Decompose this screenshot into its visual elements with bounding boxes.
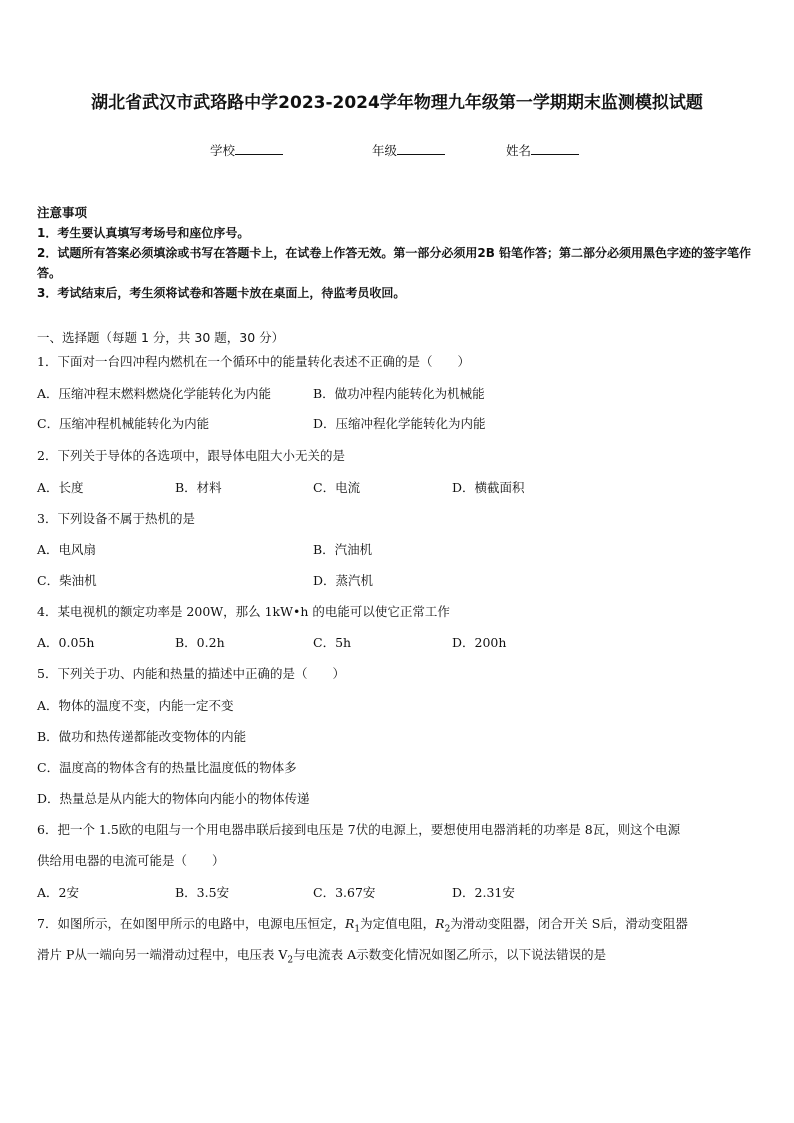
q5-option-d: D．热量总是从内能大的物体向内能小的物体传递 xyxy=(37,791,310,806)
exam-title: 湖北省武汉市武珞路中学2023-2024学年物理九年级第一学期期末监测模拟试题 xyxy=(91,93,703,113)
question-7-stem-line-2 xyxy=(37,945,762,971)
student-info-row xyxy=(0,141,794,161)
q4-option-c: C．5h xyxy=(313,635,352,650)
q2-option-a: A．长度 xyxy=(37,480,84,495)
school-blank xyxy=(235,142,283,155)
grade-label: 年级 xyxy=(372,143,398,158)
section-heading: 一、选择题（每题 1 分，共 30 题，30 分） xyxy=(37,330,285,345)
q3-option-a: A．电风扇 xyxy=(37,542,97,557)
q5-option-a: A．物体的温度不变，内能一定不变 xyxy=(37,698,234,713)
q2-option-c: C．电流 xyxy=(313,480,361,495)
name-label: 姓名 xyxy=(506,143,532,158)
q7-v2-subscript: 2 xyxy=(287,955,294,966)
notes-heading: 注意事项 xyxy=(37,205,88,220)
name-blank xyxy=(531,142,579,155)
q7-r1-symbol: R xyxy=(344,916,355,931)
q7-text-part-1: 7．如图所示，在如图甲所示的电路中，电源电压恒定， xyxy=(37,916,345,931)
q3-option-b: B．汽油机 xyxy=(313,542,373,557)
name-field xyxy=(506,141,579,159)
note-item-2: 2．试题所有答案必须填涂或书写在答题卡上，在试卷上作答无效。第一部分必须用2B 铅笔作答；第二部分必须用黑色字迹的签字笔作答。 xyxy=(37,246,752,280)
question-4-stem: 4．某电视机的额定功率是 200W，那么 1kW•h 的电能可以使它正常工作 xyxy=(37,604,450,619)
q6-option-c: C．3.67安 xyxy=(313,885,376,900)
school-field xyxy=(210,141,283,159)
grade-field xyxy=(372,141,445,159)
q7-r1-subscript: 1 xyxy=(354,924,361,935)
exam-notes xyxy=(37,203,762,303)
q4-option-b: B．0.2h xyxy=(175,635,225,650)
q6-option-b: B．3.5安 xyxy=(175,885,230,900)
q7-r2-symbol: R xyxy=(435,916,445,931)
q1-option-b: B．做功冲程内能转化为机械能 xyxy=(313,386,485,401)
note-item-3: 3．考试结束后，考生须将试卷和答题卡放在桌面上，待监考员收回。 xyxy=(37,286,406,300)
question-2-stem: 2．下列关于导体的各选项中，跟导体电阻大小无关的是 xyxy=(37,448,345,463)
question-6-stem-line-1: 6．把一个 1.5欧的电阻与一个用电器串联后接到电压是 7伏的电源上，要想使用电器消耗的功率是 8瓦，则这个电源 xyxy=(37,822,681,837)
school-label: 学校 xyxy=(210,143,236,158)
q7-r2-subscript: 2 xyxy=(444,924,451,935)
grade-blank xyxy=(397,142,445,155)
q3-option-c: C．柴油机 xyxy=(37,573,97,588)
q7-text-part-3: 为滑动变阻器，闭合开关 S后，滑动变阻器 xyxy=(450,916,688,931)
question-7-stem-line-1 xyxy=(37,914,762,940)
question-1-stem: 1．下面对一台四冲程内燃机在一个循环中的能量转化表述不正确的是（ ） xyxy=(37,354,470,369)
q7-text-line-2a: 滑片 P从一端向另一端滑动过程中，电压表 V xyxy=(37,947,288,962)
q6-option-d: D．2.31安 xyxy=(452,885,515,900)
q3-option-d: D．蒸汽机 xyxy=(313,573,374,588)
q6-option-a: A．2安 xyxy=(37,885,79,900)
question-5-stem: 5．下列关于功、内能和热量的描述中正确的是（ ） xyxy=(37,666,345,681)
q5-option-b: B．做功和热传递都能改变物体的内能 xyxy=(37,729,247,744)
q5-option-c: C．温度高的物体含有的热量比温度低的物体多 xyxy=(37,760,297,775)
q2-option-b: B．材料 xyxy=(175,480,222,495)
question-6-stem-line-2: 供给用电器的电流可能是（ ） xyxy=(37,853,225,868)
q2-option-d: D．横截面积 xyxy=(452,480,525,495)
q1-option-d: D．压缩冲程化学能转化为内能 xyxy=(313,416,486,431)
q7-text-part-2: 为定值电阻， xyxy=(360,916,436,931)
note-item-1: 1．考生要认真填写考场号和座位序号。 xyxy=(37,226,250,240)
q4-option-d: D．200h xyxy=(452,635,507,650)
q7-text-line-2b: 与电流表 A示数变化情况如图乙所示，以下说法错误的是 xyxy=(293,947,607,962)
q1-option-c: C．压缩冲程机械能转化为内能 xyxy=(37,416,210,431)
question-3-stem: 3．下列设备不属于热机的是 xyxy=(37,511,195,526)
q1-option-a: A．压缩冲程末燃料燃烧化学能转化为内能 xyxy=(37,386,272,401)
q4-option-a: A．0.05h xyxy=(37,635,95,650)
